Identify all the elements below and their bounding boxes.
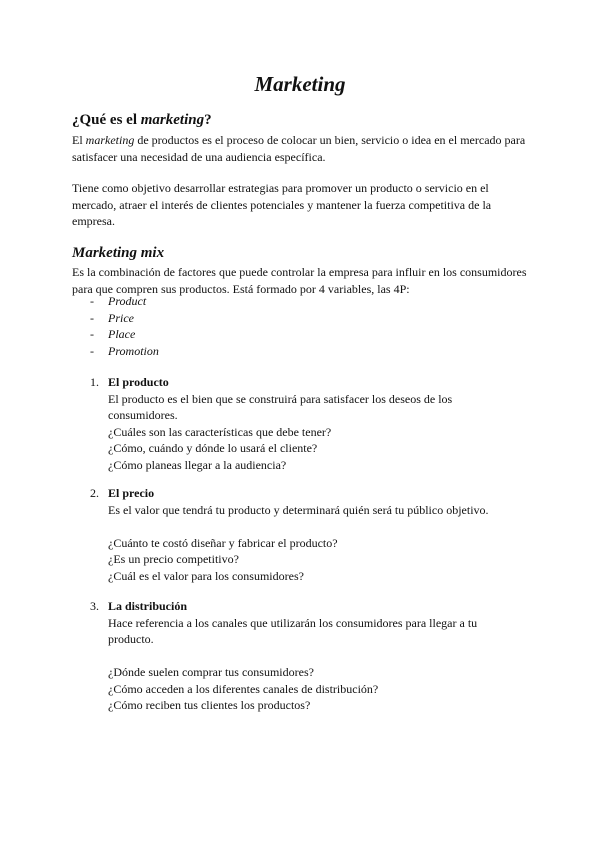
item-line [108, 648, 518, 665]
heading-prefix: ¿Qué es el [72, 112, 141, 128]
para1-rest: de productos es el proceso de colocar un bien, servicio o idea en el mercado para satisfacer una necesidad de una audiencia específica. [72, 133, 526, 164]
bullet-dash: - [90, 294, 94, 308]
item-line [108, 518, 518, 535]
heading-suffix: ? [204, 112, 212, 128]
document-title: Marketing [254, 72, 346, 96]
list-item-text: Product [108, 294, 147, 308]
bullet-dash: - [90, 327, 94, 341]
item-line: ¿Cómo acceden a los diferentes canales de distribución? [108, 681, 379, 696]
paragraph-objective: Tiene como objetivo desarrollar estrategias para promover un producto o servicio en el mercado, atraer el interés de clientes potenciales y mantener la fuerza competitiva de la empresa. [72, 181, 492, 228]
para1-italic: marketing [85, 133, 135, 147]
paragraph-marketing-mix-intro: Es la combinación de factores que puede controlar la empresa para influir en los consumidores para que compren sus productos. Está formado por 4 variables, las 4P: [72, 265, 527, 296]
heading-italic: marketing [140, 112, 205, 128]
item-body [108, 391, 518, 474]
item-line: ¿Cómo, cuándo y dónde lo usará el cliente? [108, 441, 318, 455]
list-item-text: Promotion [108, 343, 159, 358]
item-line: ¿Cuáles son las características que debe tener? [108, 424, 332, 439]
item-title: El precio [108, 486, 155, 500]
item-line: ¿Dónde suelen comprar tus consumidores? [108, 665, 314, 679]
item-number: 1. [90, 375, 99, 389]
item-line: El producto es el bien que se construirá para satisfacer los deseos de los consumidores. [108, 391, 453, 422]
item-title: La distribución [108, 599, 188, 613]
bullet-dash: - [90, 310, 94, 325]
item-body [108, 615, 518, 714]
para1-prefix: El [72, 133, 86, 147]
list-item-text: Price [108, 310, 134, 325]
paragraph-definition [72, 132, 532, 165]
item-body [108, 502, 518, 585]
section-heading-what-is-marketing [72, 112, 212, 129]
item-title: El producto [108, 375, 169, 389]
item-line: ¿Cuál es el valor para los consumidores? [108, 568, 304, 583]
section-heading-marketing-mix [72, 245, 164, 262]
item-number: 2. [90, 486, 99, 500]
heading-text: Marketing mix [72, 245, 165, 261]
item-line: ¿Es un precio competitivo? [108, 552, 239, 566]
item-line: ¿Cuánto te costó diseñar y fabricar el producto? [108, 535, 338, 550]
item-line: Es el valor que tendrá tu producto y determinará quién será tu público objetivo. [108, 502, 489, 517]
item-line: ¿Cómo planeas llegar a la audiencia? [108, 457, 287, 472]
item-number: 3. [90, 599, 99, 613]
item-line: ¿Cómo reciben tus clientes los productos? [108, 698, 311, 712]
item-line: Hace referencia a los canales que utilizarán los consumidores para llegar a tu producto. [108, 615, 478, 646]
list-item-text: Place [108, 327, 136, 341]
bullet-dash: - [90, 343, 94, 358]
